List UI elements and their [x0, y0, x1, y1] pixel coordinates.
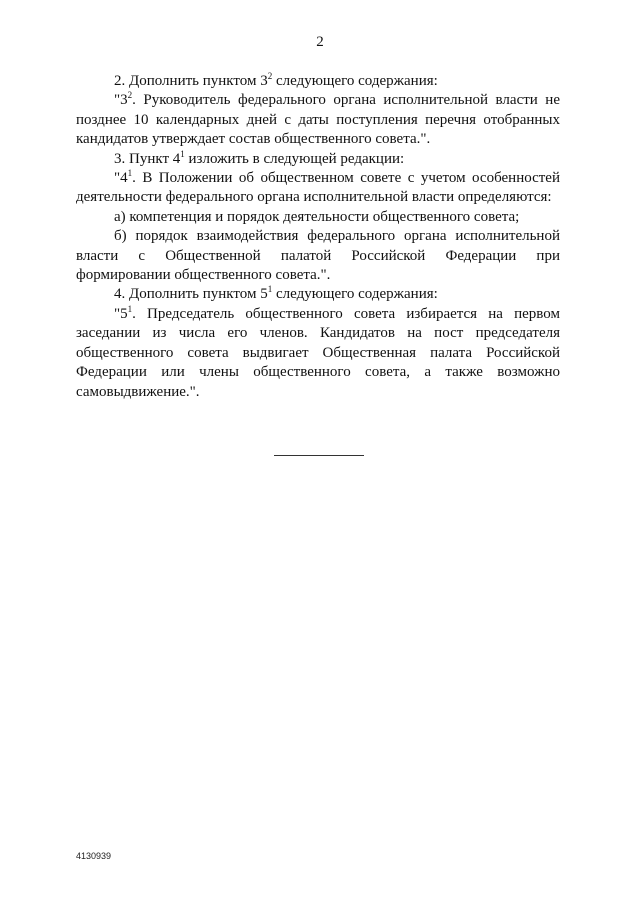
paragraph-item-2-add-3-2 — [76, 72, 560, 91]
superscript: 1 — [127, 303, 133, 314]
paragraph-text: изложить в следующей редакции: — [184, 150, 405, 167]
paragraph-text: . Руководитель федерального органа исполнительной власти не позднее 10 календарных дней с даты поступления перечня отобранных кандидатов утверждает состав общественного совета.". — [76, 92, 560, 148]
paragraph-quote-3-2 — [76, 91, 560, 149]
paragraph-text: . Председатель общественного совета избирается на первом заседании из числа его членов. Кандидатов на пост председателя общественного совета выдвигает Общественная палата Российской Федерации или члены общественного совета, а также возможно самовыдвижение.". — [76, 305, 560, 400]
paragraph-quote-5-1 — [76, 305, 560, 402]
end-divider — [274, 455, 364, 456]
paragraph-text: 2. Дополнить пунктом 3 — [114, 73, 268, 89]
paragraph-text: . В Положении об общественном совете с учетом особенностей деятельности федерального органа исполнительной власти определяются: — [76, 170, 560, 206]
paragraph-subitem-b: б) порядок взаимодействия федерального органа исполнительной власти с Общественной палатой Российской Федерации при формировании общественного совета.". — [76, 228, 560, 284]
paragraph-text: "3 — [114, 92, 128, 109]
paragraph-subitem-a: а) компетенция и порядок деятельности общественного совета; — [114, 208, 520, 225]
document-code: 4130939 — [76, 851, 112, 861]
superscript: 2 — [267, 71, 273, 81]
paragraph-text: следующего содержания: — [272, 73, 438, 89]
superscript: 1 — [267, 284, 273, 295]
paragraph-item-4-add-5-1 — [76, 285, 560, 304]
paragraph-text: "4 — [114, 170, 128, 187]
paragraph-item-3-point-4-1 — [76, 150, 560, 169]
paragraph-text: "5 — [114, 305, 128, 322]
paragraph-quote-4-1 — [76, 169, 560, 208]
superscript: 1 — [180, 148, 185, 159]
paragraph-text: 4. Дополнить пунктом 5 — [114, 286, 268, 303]
paragraph-text: следующего содержания: — [272, 286, 438, 303]
superscript: 1 — [127, 168, 133, 179]
paragraph-text: 3. Пункт 4 — [114, 150, 181, 167]
page-number: 2 — [316, 34, 324, 50]
superscript: 2 — [127, 90, 133, 101]
document-body — [76, 72, 560, 402]
